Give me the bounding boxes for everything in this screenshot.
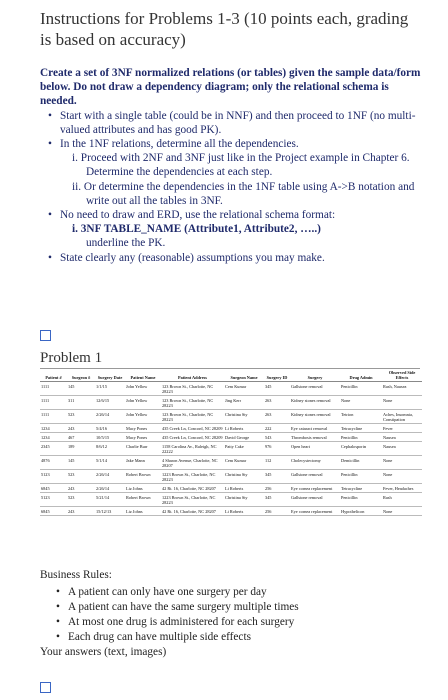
table-cell: Kidney stones removal	[290, 410, 340, 424]
table-cell: 5/4/16	[95, 424, 125, 433]
table-cell: Penicillin	[340, 433, 382, 442]
business-rule-item: • A patient can have the same surgery multiple times	[40, 600, 425, 615]
table-cell: 345	[264, 470, 290, 484]
table-cell: 123 Brown St., Charlotte, NC 28223	[161, 396, 224, 410]
table-cell: 1234	[40, 424, 67, 433]
table-cell: Li Roberts	[224, 424, 264, 433]
table-cell: 1/1/15	[95, 382, 125, 396]
table-cell: Eye cornea replacement	[290, 507, 340, 516]
instruction-bullet-1: • Start with a single table (could be in NNF) and then proceed to 1NF (no multi-valued attributes and has good PK).	[40, 109, 425, 137]
table-cell: Cem Kumar	[224, 382, 264, 396]
table-cell: 263	[264, 396, 290, 410]
table-cell: Robert Brown	[125, 493, 161, 507]
table-cell: 5/21/14	[95, 493, 125, 507]
table-cell: Liz Johns	[125, 507, 161, 516]
table-cell: 256	[264, 507, 290, 516]
business-rules-list	[40, 585, 425, 645]
table-cell: None	[340, 396, 382, 410]
table-cell: 467	[67, 433, 95, 442]
table-cell: 15/12/13	[95, 507, 125, 516]
table-cell: Penicillin	[340, 470, 382, 484]
table-cell: Aches, Insomnia, Constipation	[382, 410, 422, 424]
table-cell: 256	[264, 484, 290, 493]
table-cell: Li Roberts	[224, 507, 264, 516]
table-cell: None	[382, 470, 422, 484]
column-header: Patient #	[40, 369, 67, 382]
table-cell: Cem Kumar	[224, 456, 264, 470]
instruction-format-note: underline the PK.	[86, 237, 166, 250]
table-cell: 435 Creek Ln, Concord, NC 28209	[161, 424, 224, 433]
column-header: Surgeon #	[67, 369, 95, 382]
table-cell: 2/26/14	[95, 410, 125, 424]
table-cell: Rash, Nausea	[382, 382, 422, 396]
instruction-bullet-4: • State clearly any (reasonable) assumptions you may make.	[40, 251, 425, 265]
table-cell: Tetrion	[340, 410, 382, 424]
table-cell: Penicillin	[340, 382, 382, 396]
table-cell: John Yellow	[125, 382, 161, 396]
table-cell: Macy Pones	[125, 433, 161, 442]
instructions-block	[40, 66, 425, 265]
page-title: Instructions for Problems 1-3 (10 points each, grading is based on accuracy)	[40, 9, 409, 49]
table-cell: Thrombosis removal	[290, 433, 340, 442]
table-cell: Gallstone removal	[290, 493, 340, 507]
table-cell: 5/1/14	[95, 456, 125, 470]
table-cell: 543	[264, 433, 290, 442]
table-cell: 5123	[40, 493, 67, 507]
table-cell: 2/26/14	[95, 470, 125, 484]
table-cell: John Yellow	[125, 410, 161, 424]
business-rules-title: Business Rules:	[40, 569, 112, 581]
table-cell: Jing Kerr	[224, 396, 264, 410]
table-cell: John Yellow	[125, 396, 161, 410]
instruction-bullet-2	[40, 137, 425, 151]
column-header: Patient Name	[125, 369, 161, 382]
table-cell: 145	[67, 382, 95, 396]
column-header: Observed Side Effects	[382, 369, 422, 382]
table-cell: 4876	[40, 456, 67, 470]
table-cell: 523	[67, 493, 95, 507]
business-rule-item: • Each drug can have multiple side effects	[40, 630, 425, 645]
answer-label: Your answers (text, images)	[40, 646, 167, 658]
table-cell: 1223 Brown St., Charlotte, NC 28223	[161, 470, 224, 484]
table-cell: 243	[67, 507, 95, 516]
table-header-row	[40, 369, 422, 382]
table-cell: Cholecystectomy	[290, 456, 340, 470]
table-cell: 1223 Brown St., Charlotte, NC 28223	[161, 493, 224, 507]
table-cell: Rash	[382, 493, 422, 507]
table-cell: 1234	[40, 433, 67, 442]
table-cell: 523	[67, 410, 95, 424]
table-cell: 4 Sharon Avenue, Charlotte, NC 28207	[161, 456, 224, 470]
table-cell: Nausea	[382, 433, 422, 442]
table-cell: Nausea	[382, 442, 422, 456]
table-cell: 5123	[40, 470, 67, 484]
table-cell: 435 Creek Ln, Concord, NC 28209	[161, 433, 224, 442]
table-cell: Hypothelicon	[340, 507, 382, 516]
table-cell: Cephalosporin	[340, 442, 382, 456]
problem-title: Problem 1	[40, 350, 103, 366]
table-cell: 2345	[40, 442, 67, 456]
instruction-sub-ii: ii. Or determine the dependencies in the 1NF table using A->B notation and write out all the tables in 3NF.	[72, 180, 415, 207]
column-header: Patient Address	[161, 369, 224, 382]
table-row	[40, 410, 422, 424]
table-cell: Gallstone removal	[290, 470, 340, 484]
table-cell: Fever	[382, 424, 422, 433]
column-header: Drug Admin	[340, 369, 382, 382]
table-cell: Robert Brown	[125, 470, 161, 484]
table-cell: David George	[224, 433, 264, 442]
table-cell: 1111	[40, 410, 67, 424]
table-cell: 243	[67, 424, 95, 433]
table-cell: 2/26/14	[95, 484, 125, 493]
table-cell: Eye cataract removal	[290, 424, 340, 433]
table-cell: Christina Sty	[224, 470, 264, 484]
surgery-data-table	[40, 369, 422, 516]
table-cell: Charlie Burr	[125, 442, 161, 456]
table-cell: 523	[67, 470, 95, 484]
table-cell: 12/6/15	[95, 396, 125, 410]
table-cell: 42 Rt. 16, Charlotte, NC 28207	[161, 507, 224, 516]
table-cell: 6845	[40, 507, 67, 516]
table-cell: 976	[264, 442, 290, 456]
table-cell: 123 Brown St., Charlotte, NC 28223	[161, 382, 224, 396]
instruction-format-line: i. 3NF TABLE_NAME (Attribute1, Attribute2, …..)	[72, 223, 321, 236]
table-row	[40, 396, 422, 410]
table-cell: 6845	[40, 484, 67, 493]
checkbox-1[interactable]	[40, 330, 51, 341]
table-row	[40, 382, 422, 396]
checkbox-2[interactable]	[40, 682, 51, 693]
table-cell: 222	[264, 424, 290, 433]
table-cell: 145	[67, 456, 95, 470]
table-row	[40, 493, 422, 507]
table-body	[40, 382, 422, 516]
table-row	[40, 424, 422, 433]
table-row	[40, 507, 422, 516]
table-cell: 345	[264, 493, 290, 507]
instruction-sub-i: i. Proceed with 2NF and 3NF just like in the Project example in Chapter 6. Determine the dependencies at each step.	[72, 152, 410, 179]
column-header: Surgery	[290, 369, 340, 382]
table-cell: Tetracycline	[340, 484, 382, 493]
table-cell: Penicillin	[340, 493, 382, 507]
table-cell: None	[382, 456, 422, 470]
column-header: Surgeon Name	[224, 369, 264, 382]
table-cell: None	[382, 396, 422, 410]
instruction-bullet-3: • No need to draw and ERD, use the relational schema format:	[40, 208, 425, 222]
table-cell: 123 Brown St., Charlotte, NC 28223	[161, 410, 224, 424]
table-cell: Jake Mann	[125, 456, 161, 470]
table-row	[40, 470, 422, 484]
table-cell: Kidney stones removal	[290, 396, 340, 410]
table-row	[40, 456, 422, 470]
instructions-intro: Create a set of 3NF normalized relations (or tables) given the sample data/form below. Do not draw a dependency diagram; only the relational schema is needed.	[40, 67, 421, 108]
instruction-bullet-2-text: In the 1NF relations, determine all the dependencies.	[60, 138, 299, 151]
instructions-list	[40, 109, 425, 265]
table-row	[40, 433, 422, 442]
table-cell: Christina Sty	[224, 493, 264, 507]
table-cell: 10/5/15	[95, 433, 125, 442]
business-rules	[40, 568, 425, 660]
table-cell: Macy Pones	[125, 424, 161, 433]
business-rule-item: • At most one drug is administered for each surgery	[40, 615, 425, 630]
table-cell: Open heart	[290, 442, 340, 456]
table-cell: None	[382, 507, 422, 516]
table-cell: 1158 Carolina Av., Raleigh, NC 22222	[161, 442, 224, 456]
table-cell: Gallstone removal	[290, 382, 340, 396]
table-cell: 112	[264, 456, 290, 470]
table-cell: 1111	[40, 396, 67, 410]
table-cell: 42 Rt. 16, Charlotte, NC 28207	[161, 484, 224, 493]
table-cell: Li Roberts	[224, 484, 264, 493]
business-rule-item: • A patient can only have one surgery per day	[40, 585, 425, 600]
table-cell: 311	[67, 396, 95, 410]
table-cell: Liz Johns	[125, 484, 161, 493]
table-cell: 345	[264, 382, 290, 396]
table-cell: 243	[67, 484, 95, 493]
column-header: Surgery ID	[264, 369, 290, 382]
table-cell: 1111	[40, 382, 67, 396]
table-cell: Tetracycline	[340, 424, 382, 433]
column-header: Surgery Date	[95, 369, 125, 382]
table-cell: Demicillin	[340, 456, 382, 470]
table-row	[40, 442, 422, 456]
table-cell: 8/6/12	[95, 442, 125, 456]
table-cell: Christina Sty	[224, 410, 264, 424]
table-cell: Eye cornea replacement	[290, 484, 340, 493]
table-cell: Fever, Headaches	[382, 484, 422, 493]
table-cell: 189	[67, 442, 95, 456]
table-cell: Patty Cake	[224, 442, 264, 456]
table-cell: 263	[264, 410, 290, 424]
table-row	[40, 484, 422, 493]
